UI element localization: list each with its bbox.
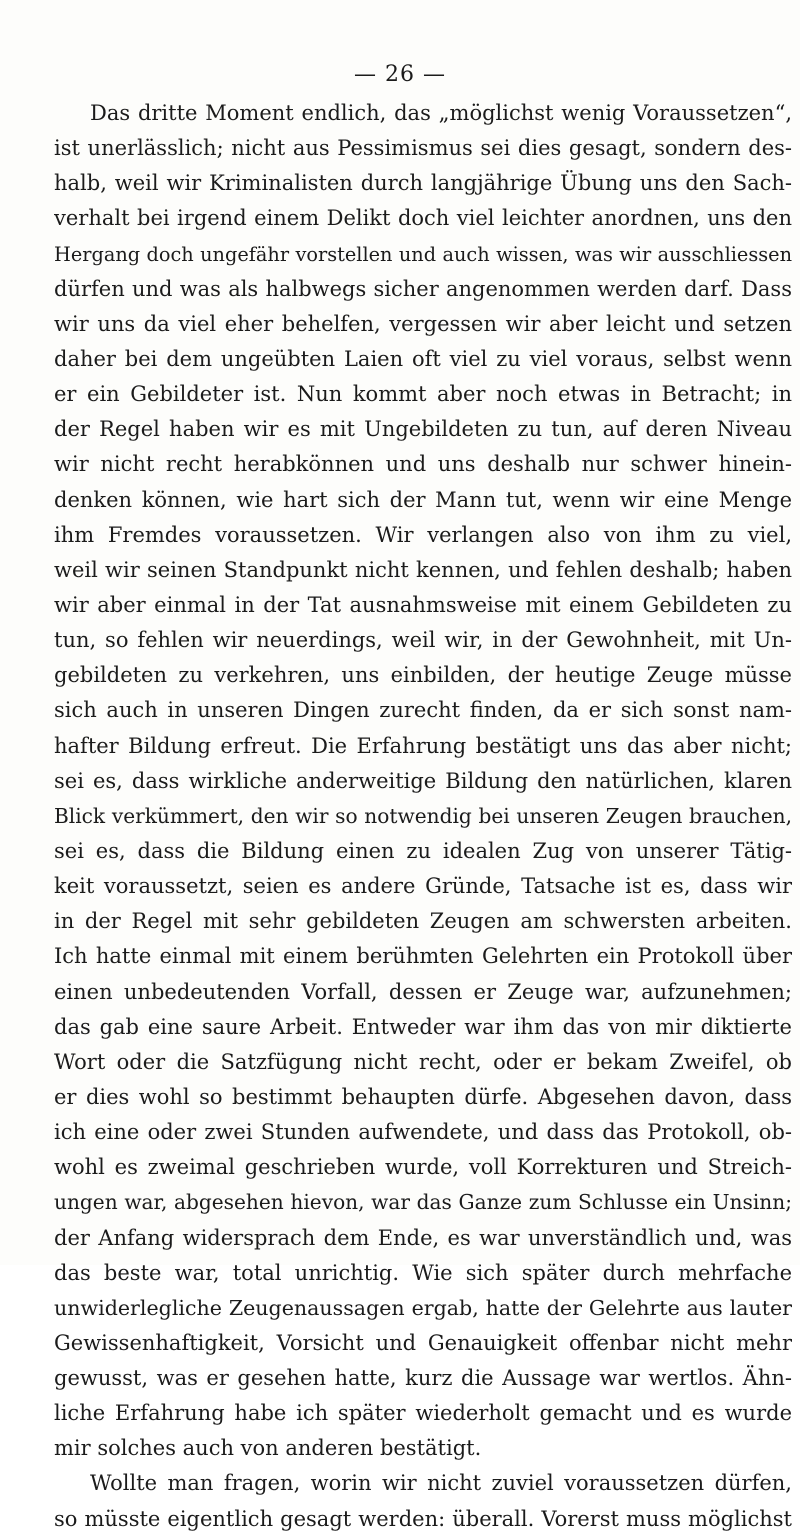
text-line: er dies wohl so bestimmt behaupten dürfe. Abgesehen davon, dass <box>54 1084 792 1109</box>
text-line: wohl es zweimal geschrieben wurde, voll Korrekturen und Streich- <box>54 1155 792 1180</box>
text-line: in der Regel mit sehr gebildeten Zeugen am schwersten arbeiten. <box>54 909 792 934</box>
text-line: wir uns da viel eher behelfen, vergessen wir aber leicht und setzen <box>54 311 792 336</box>
text-line: Gewissenhaftigkeit, Vorsicht und Genauigkeit offenbar nicht mehr <box>54 1330 792 1355</box>
text-line: Das dritte Moment endlich, das „möglichst wenig Voraussetzen“, <box>90 101 792 125</box>
text-line: dürfen und was als halbwegs sicher angenommen werden darf. Dass <box>54 276 792 301</box>
text-line: das beste war, total unrichtig. Wie sich später durch mehrfache <box>54 1260 792 1285</box>
text-line: mir solches auch von anderen bestätigt. <box>54 1436 482 1461</box>
text-line: gewusst, was er gesehen hatte, kurz die Aussage war wertlos. Ähn- <box>54 1366 792 1391</box>
text-line: Ich hatte einmal mit einem berühmten Gelehrten ein Protokoll über <box>54 944 792 969</box>
text-line: unwiderlegliche Zeugenaussagen ergab, hatte der Gelehrte aus lauter <box>54 1295 792 1320</box>
text-line: wir aber einmal in der Tat ausnahmsweise mit einem Gebildeten zu <box>54 592 792 617</box>
text-line: sei es, dass die Bildung einen zu idealen Zug von unserer Tätig- <box>54 838 792 863</box>
text-line: gebildeten zu verkehren, uns einbilden, der heutige Zeuge müsse <box>54 663 792 688</box>
text-line: einen unbedeutenden Vorfall, dessen er Zeuge war, aufzunehmen; <box>54 979 792 1004</box>
text-line: weil wir seinen Standpunkt nicht kennen, und fehlen deshalb; haben <box>54 557 792 582</box>
text-line: hafter Bildung erfreut. Die Erfahrung bestätigt uns das aber nicht; <box>54 733 792 758</box>
text-line: daher bei dem ungeübten Laien oft viel zu viel voraus, selbst wenn <box>54 346 792 371</box>
text-line: tun, so fehlen wir neuerdings, weil wir, in der Gewohnheit, mit Un- <box>54 628 792 653</box>
text-line: keit voraussetzt, seien es andere Gründe, Tatsache ist es, dass wir <box>54 874 792 899</box>
text-line: sei es, dass wirkliche anderweitige Bildung den natürlichen, klaren <box>54 768 792 793</box>
text-line: wir nicht recht herabkönnen und uns deshalb nur schwer hinein- <box>54 452 792 477</box>
text-line: halb, weil wir Kriminalisten durch langjährige Übung uns den Sach- <box>54 171 792 196</box>
text-line: ich eine oder zwei Stunden aufwendete, und dass das Protokoll, ob- <box>54 1120 792 1145</box>
text-line: der Regel haben wir es mit Ungebildeten zu tun, auf deren Niveau <box>54 417 792 442</box>
text-line: Wollte man fragen, worin wir nicht zuviel voraussetzen dürfen, <box>90 1471 792 1496</box>
text-line: so müsste eigentlich gesagt werden: überall. Vorerst muss möglichst <box>54 1506 792 1531</box>
text-line: der Anfang widersprach dem Ende, es war unverständlich und, was <box>54 1225 792 1250</box>
text-line: ungen war, abgesehen hievon, war das Ganze zum Schlusse ein Unsinn; <box>54 1190 792 1215</box>
text-line: liche Erfahrung habe ich später wiederholt gemacht und es wurde <box>54 1401 792 1426</box>
text-line: verhalt bei irgend einem Delikt doch viel leichter anordnen, uns den <box>54 206 792 231</box>
text-line: Hergang doch ungefähr vorstellen und auch wissen, was wir ausschliessen <box>54 242 792 266</box>
text-line: sich auch in unseren Dingen zurecht finden, da er sich sonst nam- <box>54 698 792 723</box>
text-line: das gab eine saure Arbeit. Entweder war ihm das von mir diktierte <box>54 1014 792 1039</box>
body-text <box>54 96 792 1537</box>
text-line: ihm Fremdes voraussetzen. Wir verlangen also von ihm zu viel, <box>54 522 792 547</box>
text-line: Blick verkümmert, den wir so notwendig bei unseren Zeugen brauchen, <box>54 803 792 828</box>
text-line: er ein Gebildeter ist. Nun kommt aber noch etwas in Betracht; in <box>54 382 792 407</box>
text-line: ist unerlässlich; nicht aus Pessimismus sei dies gesagt, sondern des- <box>54 136 792 161</box>
text-line: Wort oder die Satzfügung nicht recht, oder er bekam Zweifel, ob <box>54 1049 792 1074</box>
text-line: denken können, wie hart sich der Mann tut, wenn wir eine Menge <box>54 487 792 512</box>
page-number: — 26 — <box>354 62 446 87</box>
